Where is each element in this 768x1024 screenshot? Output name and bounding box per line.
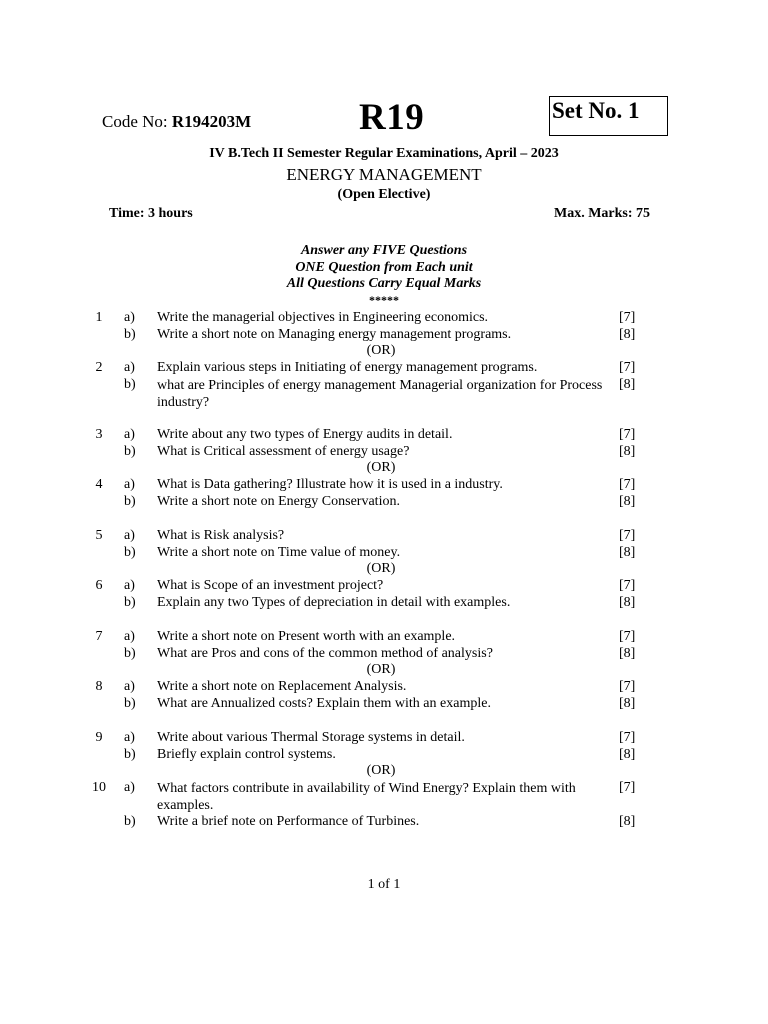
question-marks: [8] — [619, 646, 636, 661]
question-marks: [8] — [619, 494, 636, 509]
exam-title: IV B.Tech II Semester Regular Examinations, April – 2023 — [209, 146, 559, 161]
question-part: a) — [124, 360, 135, 375]
question-text: Explain any two Types of depreciation in detail with examples. — [157, 595, 511, 610]
question-part: b) — [124, 377, 136, 392]
question-part: a) — [124, 730, 135, 745]
or-separator: (OR) — [366, 763, 396, 778]
question-part: b) — [124, 444, 136, 459]
question-part: b) — [124, 696, 136, 711]
question-marks: [8] — [619, 814, 636, 829]
question-text: Write about various Thermal Storage systems in detail. — [157, 730, 465, 745]
question-text: What are Annualized costs? Explain them with an example. — [157, 696, 491, 711]
question-number: 7 — [95, 629, 103, 644]
question-marks: [8] — [619, 696, 636, 711]
max-marks-label: Max. Marks: 75 — [554, 206, 651, 221]
question-part: b) — [124, 494, 136, 509]
question-part: b) — [124, 595, 136, 610]
question-marks: [7] — [619, 310, 636, 325]
question-marks: [8] — [619, 444, 636, 459]
question-marks: [7] — [619, 528, 636, 543]
question-number: 2 — [95, 360, 103, 375]
question-text: What factors contribute in availability of Wind Energy? Explain them with examples. — [157, 781, 576, 813]
question-text: Explain various steps in Initiating of energy management programs. — [157, 360, 538, 375]
question-number: 3 — [95, 427, 103, 442]
question-marks: [7] — [619, 679, 636, 694]
question-text: What are Pros and cons of the common method of analysis? — [157, 646, 493, 661]
question-part: a) — [124, 679, 135, 694]
question-part: a) — [124, 629, 135, 644]
question-part: b) — [124, 814, 136, 829]
question-part: a) — [124, 528, 135, 543]
question-marks: [7] — [619, 477, 636, 492]
regulation-title: R19 — [359, 97, 425, 138]
question-number: 6 — [95, 578, 103, 593]
question-number: 5 — [95, 528, 103, 543]
question-number: 1 — [95, 310, 103, 325]
or-separator: (OR) — [366, 561, 396, 576]
question-text: What is Risk analysis? — [157, 528, 285, 543]
code-number — [102, 112, 251, 132]
question-text: What is Data gathering? Illustrate how it is used in a industry. — [157, 477, 503, 492]
or-separator: (OR) — [366, 343, 396, 358]
question-part: a) — [124, 578, 135, 593]
question-marks: [7] — [619, 427, 636, 442]
question-text: Write a short note on Replacement Analysis. — [157, 679, 407, 694]
question-marks: [8] — [619, 545, 636, 560]
time-label: Time: 3 hours — [109, 206, 193, 221]
question-marks: [7] — [619, 780, 636, 795]
question-part: a) — [124, 310, 135, 325]
or-separator: (OR) — [366, 460, 396, 475]
question-text: what are Principles of energy management Managerial organization for Process industry? — [157, 378, 603, 410]
set-number-box: Set No. 1 — [549, 96, 668, 136]
question-marks: [7] — [619, 578, 636, 593]
question-text: Write about any two types of Energy audits in detail. — [157, 427, 453, 442]
question-number: 8 — [95, 679, 103, 694]
question-part: a) — [124, 427, 135, 442]
instruction-line: ONE Question from Each unit — [295, 260, 473, 275]
question-number: 4 — [95, 477, 103, 492]
question-text: What is Critical assessment of energy usage? — [157, 444, 410, 459]
instruction-line: Answer any FIVE Questions — [300, 243, 468, 258]
question-part: b) — [124, 545, 136, 560]
page-number: 1 of 1 — [367, 877, 401, 892]
or-separator: (OR) — [366, 662, 396, 677]
question-text: Write a short note on Present worth with an example. — [157, 629, 456, 644]
question-marks: [7] — [619, 730, 636, 745]
question-text: Write a short note on Energy Conservation. — [157, 494, 400, 509]
question-text: Briefly explain control systems. — [157, 747, 336, 762]
elective-label: (Open Elective) — [337, 187, 431, 202]
question-marks: [8] — [619, 327, 636, 342]
question-text: Write the managerial objectives in Engineering economics. — [157, 310, 489, 325]
question-marks: [7] — [619, 629, 636, 644]
question-text: Write a short note on Managing energy management programs. — [157, 327, 512, 342]
question-marks: [8] — [619, 377, 636, 392]
question-text: Write a short note on Time value of money. — [157, 545, 401, 560]
question-text: What is Scope of an investment project? — [157, 578, 384, 593]
question-part: b) — [124, 747, 136, 762]
question-marks: [8] — [619, 747, 636, 762]
question-text: Write a brief note on Performance of Turbines. — [157, 814, 420, 829]
stars-separator: ***** — [369, 293, 399, 307]
code-value: R194203M — [171, 112, 252, 131]
question-number: 10 — [92, 780, 106, 795]
question-part: b) — [124, 646, 136, 661]
question-part: b) — [124, 327, 136, 342]
question-marks: [8] — [619, 595, 636, 610]
question-part: a) — [124, 477, 135, 492]
code-label: Code No: — [102, 112, 172, 131]
question-part: a) — [124, 780, 135, 795]
question-number: 9 — [95, 730, 103, 745]
question-marks: [7] — [619, 360, 636, 375]
instruction-line: All Questions Carry Equal Marks — [286, 276, 482, 291]
subject-title: ENERGY MANAGEMENT — [286, 165, 482, 184]
